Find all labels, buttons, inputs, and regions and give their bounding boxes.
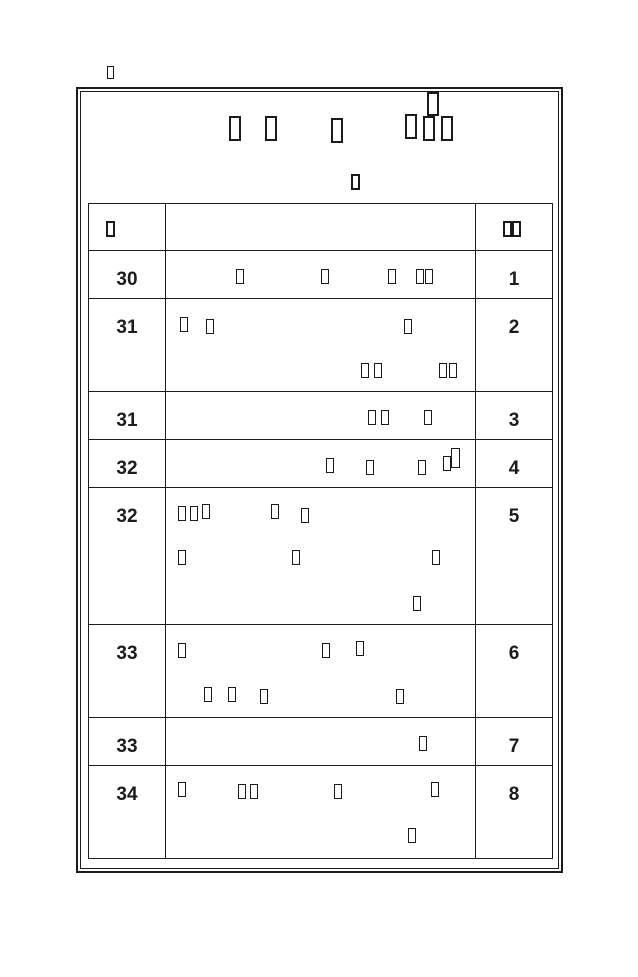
item-number: 3 [476,392,553,440]
table-row [89,718,553,766]
item-number: 4 [476,440,553,488]
item-number: 8 [476,766,553,859]
item-number: 1 [476,251,553,299]
entry-title [166,766,476,859]
page-number: 34 [89,766,166,859]
table-row [89,625,553,718]
item-number: 5 [476,488,553,625]
header-title-cell [166,204,476,251]
entry-title [166,392,476,440]
entry-title [166,299,476,392]
entry-title [166,718,476,766]
item-number: 2 [476,299,553,392]
table-row [89,392,553,440]
header-page-cell [89,204,166,251]
table-header-row [89,204,553,251]
table-row [89,440,553,488]
entry-title [166,251,476,299]
page-number: 31 [89,392,166,440]
table-row [89,251,553,299]
header-item-cell [476,204,553,251]
item-number: 7 [476,718,553,766]
corner-glyph [107,66,114,79]
page-number: 33 [89,718,166,766]
item-number: 6 [476,625,553,718]
page-number: 33 [89,625,166,718]
table-row [89,299,553,392]
table-row [89,488,553,625]
contents-table [88,203,553,859]
page-number: 32 [89,488,166,625]
page-number: 30 [89,251,166,299]
entry-title [166,625,476,718]
entry-title [166,440,476,488]
page-number: 31 [89,299,166,392]
page-number: 32 [89,440,166,488]
entry-title [166,488,476,625]
table-row [89,766,553,859]
